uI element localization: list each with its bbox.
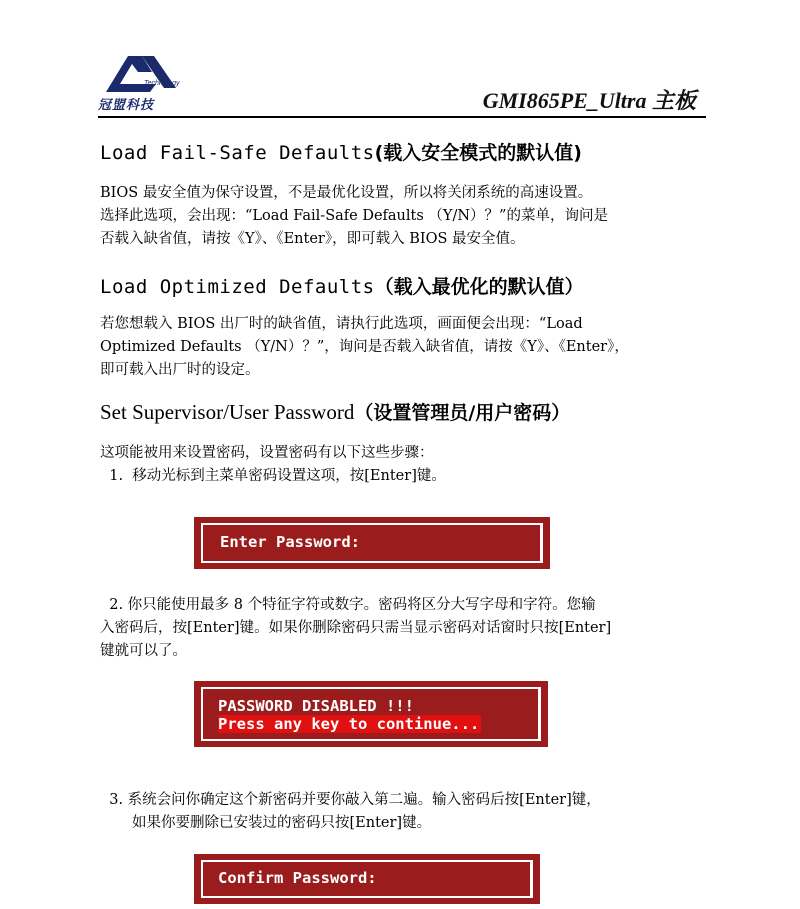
- bios-password-disabled-text: PASSWORD DISABLED !!!: [218, 697, 414, 715]
- paragraph-line: Optimized Defaults （Y/N）？”，询问是否载入缺省值，请按《Y》、《Enter》，: [100, 339, 629, 355]
- header-divider: [98, 116, 706, 118]
- paragraph-line: 若您想载入 BIOS 出厂时的缺省值，请执行此选项，画面便会出现：“Load: [100, 316, 583, 332]
- paragraph-line: 否载入缺省值，请按《Y》、《Enter》，即可载入 BIOS 最安全值。: [100, 231, 525, 247]
- logo-subtitle: Technology: [144, 80, 180, 87]
- paragraph-line: 选择此选项，会出现：“Load Fail-Safe Defaults （Y/N）？”的菜单，询问是: [100, 208, 608, 224]
- heading-zh: (载入安全模式的默认值): [374, 142, 582, 164]
- paragraph-line: BIOS 最安全值为保守设置，不是最优化设置，所以将关闭系统的高速设置。: [100, 185, 593, 201]
- step-1-line: 1. 移动光标到主菜单密码设置这项，按[Enter]键。: [100, 468, 446, 484]
- page-header-title: GMI865PE_Ultra 主板: [482, 88, 696, 113]
- bios-confirm-password-label: Confirm Password:: [218, 869, 377, 887]
- logo-emblem-icon: [98, 52, 182, 96]
- paragraph-optimized: [100, 313, 710, 382]
- paragraph-fail-safe: [100, 182, 710, 251]
- paragraph-line: 键就可以了。: [100, 643, 187, 659]
- section-heading-password: [100, 398, 570, 425]
- section-heading-optimized: [100, 272, 584, 299]
- company-logo: [98, 52, 182, 112]
- heading-en: Load Optimized Defaults: [100, 276, 375, 298]
- paragraph-line: 即可载入出厂时的设定。: [100, 362, 260, 378]
- paragraph-password-intro: [100, 442, 710, 488]
- heading-en: Load Fail-Safe Defaults: [100, 142, 375, 164]
- heading-en: Set Supervisor/User Password: [100, 400, 355, 424]
- paragraph-step-2: [100, 594, 710, 663]
- bios-password-disabled-dialog: [194, 681, 548, 747]
- bios-enter-password-dialog: [194, 517, 550, 569]
- heading-zh: （设置管理员/用户密码）: [354, 402, 571, 424]
- paragraph-step-3: [100, 789, 712, 835]
- paragraph-line: 入密码后，按[Enter]键。如果你删除密码只需当显示密码对话窗时只按[Enter]: [100, 620, 612, 636]
- heading-zh: （载入最优化的默认值）: [374, 276, 584, 298]
- bios-confirm-password-dialog: [194, 854, 540, 904]
- bios-enter-password-label: Enter Password:: [220, 533, 360, 551]
- section-heading-fail-safe: [100, 138, 582, 165]
- paragraph-line: 3. 系统会问你确定这个新密码并要你敲入第二遍。输入密码后按[Enter]键，: [100, 792, 601, 808]
- paragraph-line: 这项能被用来设置密码，设置密码有以下这些步骤：: [100, 445, 434, 461]
- paragraph-line: 2. 你只能使用最多 8 个特征字符或数字。密码将区分大写字母和字符。您输: [100, 597, 596, 613]
- bios-press-any-key-text: Press any key to continue...: [218, 715, 480, 733]
- logo-text: 冠盟科技: [98, 98, 155, 113]
- paragraph-line: 如果你要删除已安装过的密码只按[Enter]键。: [132, 815, 432, 831]
